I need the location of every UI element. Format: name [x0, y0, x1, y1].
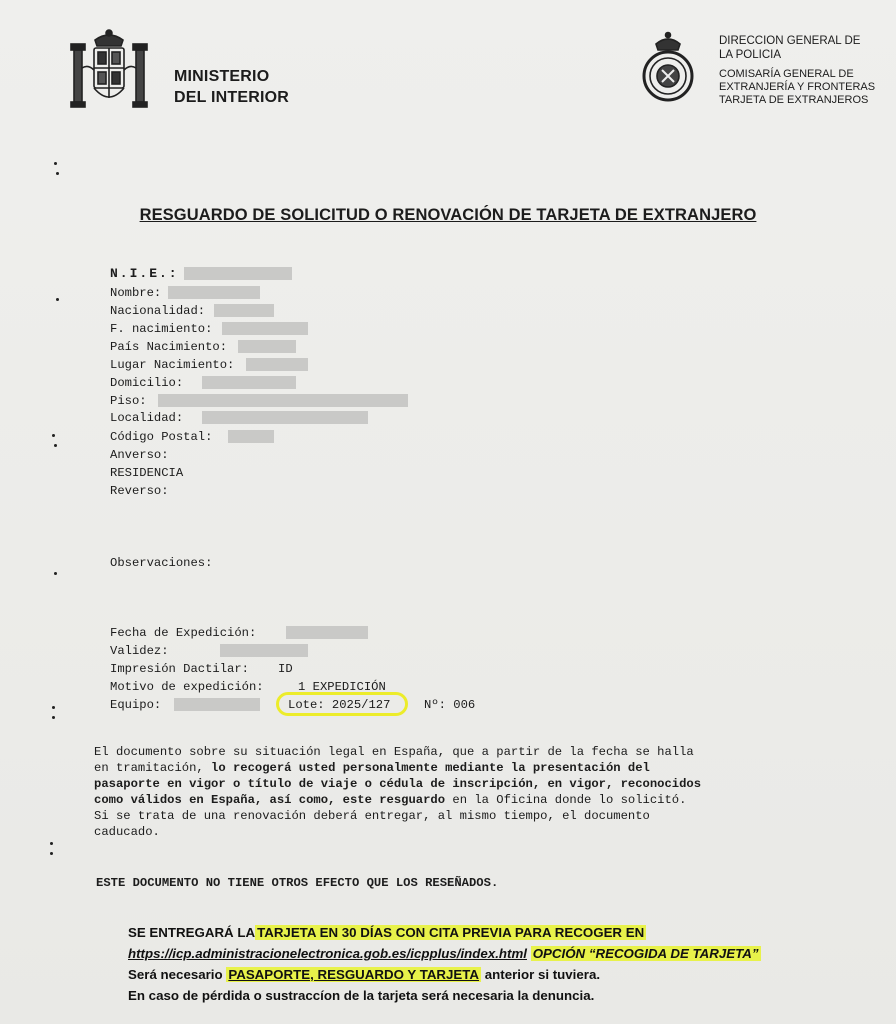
margin-dot	[54, 162, 57, 165]
dgp-sub-line-1: COMISARÍA GENERAL DE	[719, 68, 854, 80]
para-line-4a: como válidos en España, así como, este resguardo	[94, 793, 446, 807]
dgp-subheading	[719, 68, 875, 107]
para-line-2a: en tramitación,	[94, 761, 204, 775]
nacionalidad-label: Nacionalidad:	[110, 304, 206, 318]
para-line-3: pasaporte en vigor o título de viaje o cédula de inscripción, en vigor, reconocidos	[94, 777, 702, 791]
nacionalidad-redaction	[214, 304, 274, 317]
localidad-redaction	[202, 411, 368, 424]
margin-dot	[52, 706, 55, 709]
footer-line-4: En caso de pérdida o sustraccíon de la tarjeta será necesaria la denuncia.	[128, 988, 595, 1003]
codigo-postal-label: Código Postal:	[110, 430, 213, 444]
nie-label: N.I.E.:	[110, 266, 179, 281]
anverso-label: Anverso:	[110, 448, 169, 462]
observaciones-label: Observaciones:	[110, 556, 213, 570]
para-line-5: Si se trata de una renovación deberá entregar, al mismo tiempo, el documento	[94, 809, 650, 823]
lugar-nacimiento-redaction	[246, 358, 308, 371]
margin-dot	[56, 298, 59, 301]
localidad-label: Localidad:	[110, 411, 184, 425]
ministry-name	[174, 66, 289, 108]
lote-value: Lote: 2025/127	[288, 698, 391, 712]
lugar-nacimiento-label: Lugar Nacimiento:	[110, 358, 235, 372]
anverso-value: RESIDENCIA	[110, 466, 184, 480]
margin-dot	[52, 716, 55, 719]
piso-label: Piso:	[110, 394, 147, 408]
fecha-expedicion-redaction	[286, 626, 368, 639]
margin-dot	[54, 572, 57, 575]
pais-nacimiento-label: País Nacimiento:	[110, 340, 228, 354]
domicilio-redaction	[202, 376, 296, 389]
notice-text: ESTE DOCUMENTO NO TIENE OTROS EFECTO QUE LOS RESEÑADOS.	[96, 876, 499, 890]
dgp-line-2: LA POLICIA	[719, 48, 782, 61]
margin-dot	[50, 852, 53, 855]
lote-highlight-oval	[276, 692, 408, 716]
margin-dot	[50, 842, 53, 845]
police-seal-icon	[638, 30, 698, 110]
dgp-line-1: DIRECCION GENERAL DE	[719, 35, 861, 47]
codigo-postal-redaction	[228, 430, 274, 443]
footer-line-2	[128, 943, 761, 964]
footer-3b-highlight: PASAPORTE, RESGUARDO Y TARJETA	[228, 967, 480, 982]
footer-3c: anterior si tuviera.	[484, 967, 601, 982]
validez-redaction	[220, 644, 308, 657]
equipo-label: Equipo:	[110, 698, 162, 712]
fecha-expedicion-label: Fecha de Expedición:	[110, 626, 257, 640]
para-line-4	[94, 792, 770, 808]
para-line-4b: en la Oficina donde lo solicitó.	[452, 793, 687, 807]
f-nacimiento-label: F. nacimiento:	[110, 322, 213, 336]
footer-line-3	[128, 964, 761, 985]
dgp-sub-line-2: EXTRANJERÍA Y FRONTERAS	[719, 81, 876, 93]
margin-dot	[54, 444, 57, 447]
ministry-line-1: MINISTERIO	[174, 68, 270, 85]
nombre-label: Nombre:	[110, 286, 162, 300]
f-nacimiento-redaction	[222, 322, 308, 335]
para-line-1: El documento sobre su situación legal en España, que a partir de la fecha se halla	[94, 745, 694, 759]
numero-value: Nº: 006	[424, 698, 476, 712]
pais-nacimiento-redaction	[238, 340, 296, 353]
footer-line-1	[128, 922, 761, 943]
dgp-sub-line-3: TARJETA DE EXTRANJEROS	[719, 94, 869, 106]
footer-1b-highlight: TARJETA EN 30 DÍAS CON CITA PREVIA PARA RECOGER EN	[257, 925, 645, 940]
piso-redaction	[158, 394, 408, 407]
impresion-dactilar-label: Impresión Dactilar:	[110, 662, 249, 676]
equipo-redaction	[174, 698, 260, 711]
footer-block	[128, 922, 761, 1006]
footer-3a: Será necesario	[128, 967, 223, 982]
validez-label: Validez:	[110, 644, 169, 658]
domicilio-label: Domicilio:	[110, 376, 184, 390]
document-title: RESGUARDO DE SOLICITUD O RENOVACIÓN DE TARJETA DE EXTRANJERO	[139, 206, 757, 224]
motivo-expedicion-label: Motivo de expedición:	[110, 680, 264, 694]
motivo-expedicion-value: 1 EXPEDICIÓN	[298, 680, 386, 694]
nombre-redaction	[168, 286, 260, 299]
para-line-2	[94, 760, 770, 776]
dgp-block	[719, 35, 875, 107]
nie-redaction	[184, 267, 292, 280]
footer-2b-highlight: OPCIÓN “RECOGIDA DE TARJETA”	[532, 946, 759, 961]
reverso-label: Reverso:	[110, 484, 169, 498]
recogida-link[interactable]: https://icp.administracionelectronica.gob.es/icpplus/index.html	[128, 946, 527, 961]
footer-1a: SE ENTREGARÁ LA	[128, 925, 256, 940]
impresion-dactilar-value: ID	[278, 662, 293, 676]
para-line-2b: lo recogerá usted personalmente mediante la presentación del	[211, 761, 650, 775]
legal-paragraph	[94, 744, 770, 840]
margin-dot	[52, 434, 55, 437]
spain-coat-of-arms-icon	[68, 28, 150, 112]
margin-dot	[56, 172, 59, 175]
ministry-line-2: DEL INTERIOR	[174, 89, 290, 106]
para-line-6: caducado.	[94, 825, 160, 839]
